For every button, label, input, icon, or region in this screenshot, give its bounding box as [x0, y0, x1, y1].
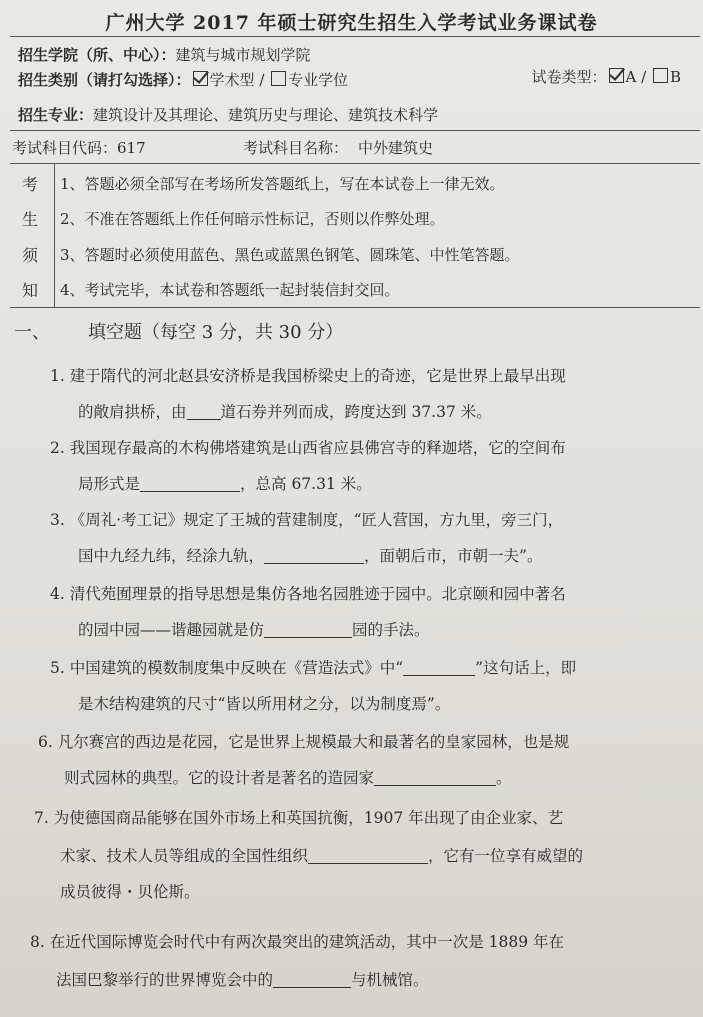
- section-number: 一、: [14, 322, 50, 343]
- question-5-line-2: [78, 686, 450, 722]
- question-text: 我国现存最高的木构佛塔建筑是山西省应县佛宫寺的释迦塔，它的空间布: [69, 439, 566, 457]
- notice-item: 2、不准在答题纸上作任何暗示性标记，否则以作弊处理。: [60, 210, 445, 228]
- notice-side-label: [10, 164, 55, 307]
- question-8: [30, 924, 564, 960]
- question-number: 6.: [38, 733, 53, 751]
- category-separator: /: [259, 71, 265, 89]
- question-number: 4.: [50, 585, 65, 603]
- question-2-line-2: [78, 466, 372, 502]
- college-label: 招生学院（所、中心）：: [18, 46, 176, 64]
- answer-blank[interactable]: [273, 969, 351, 988]
- question-text: 中国建筑的模数制度集中反映在《营造法式》中“: [69, 659, 404, 677]
- answer-blank[interactable]: [308, 845, 428, 864]
- notice-item: 1、答题必须全部写在考场所发答题纸上，写在本试卷上一律无效。: [60, 175, 505, 193]
- question-text: ，总高 67.31 米。: [240, 475, 372, 493]
- category-option-academic: 学术型: [209, 71, 255, 89]
- question-text: 园的手法。: [352, 621, 430, 639]
- exam-title: 广州大学 2017 年硕士研究生招生入学考试业务课试卷: [105, 12, 598, 34]
- code-label: 考试科目代码：: [12, 139, 118, 157]
- question-text: 的敞肩拱桥，由: [78, 403, 187, 421]
- notice-char: 知: [22, 281, 39, 300]
- checkbox-academic-checked[interactable]: [193, 71, 208, 86]
- question-text: 成员彼得・贝伦斯。: [60, 883, 200, 901]
- answer-blank[interactable]: [264, 545, 364, 564]
- question-8-line-2: [56, 962, 429, 998]
- category-option-professional: 专业学位: [288, 71, 349, 89]
- paper-type: [531, 66, 681, 87]
- question-1-line-2: [78, 394, 492, 430]
- question-text: 清代苑囿理景的指导思想是集仿各地名园胜迹于园中。北京颐和园中著名: [69, 585, 566, 603]
- category-line: [18, 69, 348, 90]
- question-6-line-2: [64, 760, 512, 796]
- question-7: [34, 800, 563, 836]
- code-value: 617: [117, 139, 146, 157]
- question-text: 。: [496, 769, 512, 787]
- divider: [10, 36, 700, 37]
- question-7-line-2: [60, 838, 583, 874]
- college-line: [18, 44, 311, 65]
- answer-blank[interactable]: [140, 473, 240, 492]
- major-line: [18, 104, 438, 125]
- question-text: 为使德国商品能够在国外市场上和英国抗衡，1907 年出现了由企业家、艺: [53, 809, 564, 827]
- category-label: 招生类别（请打勾选择）：: [18, 71, 191, 89]
- paper-type-b: B: [669, 68, 681, 86]
- question-text: 局形式是: [78, 475, 141, 493]
- question-text: 《周礼·考工记》规定了王城的营建制度，“匠人营国，方九里，旁三门，: [69, 511, 564, 529]
- question-2: [50, 430, 566, 466]
- question-number: 2.: [50, 439, 65, 457]
- notice-char: 须: [22, 246, 39, 265]
- paper-type-label: 试卷类型：: [531, 68, 607, 86]
- question-text: 建于隋代的河北赵县安济桥是我国桥梁史上的奇迹，它是世界上最早出现: [69, 367, 566, 385]
- question-text: ”这句话上，即: [475, 659, 577, 677]
- question-4-line-2: [78, 612, 430, 648]
- answer-blank[interactable]: [374, 767, 496, 786]
- question-text: 国中九经九纬，经涂九轨，: [78, 547, 265, 565]
- question-text: 是木结构建筑的尺寸“皆以所用材之分，以为制度焉”。: [78, 695, 451, 713]
- paper-type-a: A: [625, 68, 637, 86]
- question-number: 8.: [30, 933, 45, 951]
- question-5: [50, 650, 576, 686]
- checkbox-type-a-checked[interactable]: [609, 68, 624, 83]
- question-number: 1.: [50, 367, 65, 385]
- question-text: 道石券并列而成，跨度达到 37.37 米。: [220, 403, 492, 421]
- question-1: [50, 358, 566, 394]
- notice-item: 3、答题时必须使用蓝色、黑色或蓝黑色钢笔、圆珠笔、中性笔答题。: [60, 246, 520, 264]
- answer-blank[interactable]: [403, 657, 475, 676]
- question-number: 3.: [50, 511, 65, 529]
- question-text: 在近代国际博览会时代中有两次最突出的建筑活动，其中一次是 1889 年在: [49, 933, 565, 951]
- question-text: 术家、技术人员等组成的全国性组织: [60, 847, 309, 865]
- section-title: 填空题（每空 3 分，共 30 分）: [88, 322, 344, 343]
- question-text: 与机械馆。: [351, 971, 429, 989]
- question-number: 5.: [50, 659, 65, 677]
- subject-value: 中外建筑史: [358, 139, 434, 157]
- checkbox-type-b[interactable]: [653, 68, 668, 83]
- answer-blank[interactable]: [264, 619, 352, 638]
- question-3: [50, 502, 563, 538]
- college-value: 建筑与城市规划学院: [175, 46, 311, 64]
- question-text: 的园中园——谐趣园就是仿: [78, 621, 265, 639]
- answer-blank[interactable]: [187, 401, 221, 420]
- question-6: [38, 724, 569, 760]
- question-number: 7.: [34, 809, 49, 827]
- question-text: ，它有一位享有威望的: [428, 847, 584, 865]
- subject-line: [243, 137, 433, 158]
- question-text: 法国巴黎举行的世界博览会中的: [56, 971, 274, 989]
- question-3-line-2: [78, 538, 542, 574]
- question-4: [50, 576, 566, 612]
- checkbox-professional[interactable]: [271, 71, 286, 86]
- exam-notice: [10, 163, 700, 308]
- code-line: [12, 137, 146, 158]
- paper-type-separator: /: [641, 68, 647, 86]
- notice-char: 考: [22, 175, 39, 194]
- divider: [10, 130, 700, 131]
- subject-label: 考试科目名称：: [243, 139, 349, 157]
- major-label: 招生专业：: [18, 106, 94, 124]
- notice-char: 生: [22, 210, 39, 229]
- question-7-line-3: [60, 874, 200, 910]
- major-value: 建筑设计及其理论、建筑历史与理论、建筑技术科学: [93, 106, 439, 124]
- question-text: ，面朝后市，市朝一夫”。: [364, 547, 543, 565]
- question-text: 则式园林的典型。它的设计者是著名的造园家: [64, 769, 375, 787]
- notice-item: 4、考试完毕，本试卷和答题纸一起封装信封交回。: [60, 281, 400, 299]
- question-text: 凡尔赛宫的西边是花园，它是世界上规模最大和最著名的皇家园林，也是规: [57, 733, 570, 751]
- section-heading: [14, 318, 343, 344]
